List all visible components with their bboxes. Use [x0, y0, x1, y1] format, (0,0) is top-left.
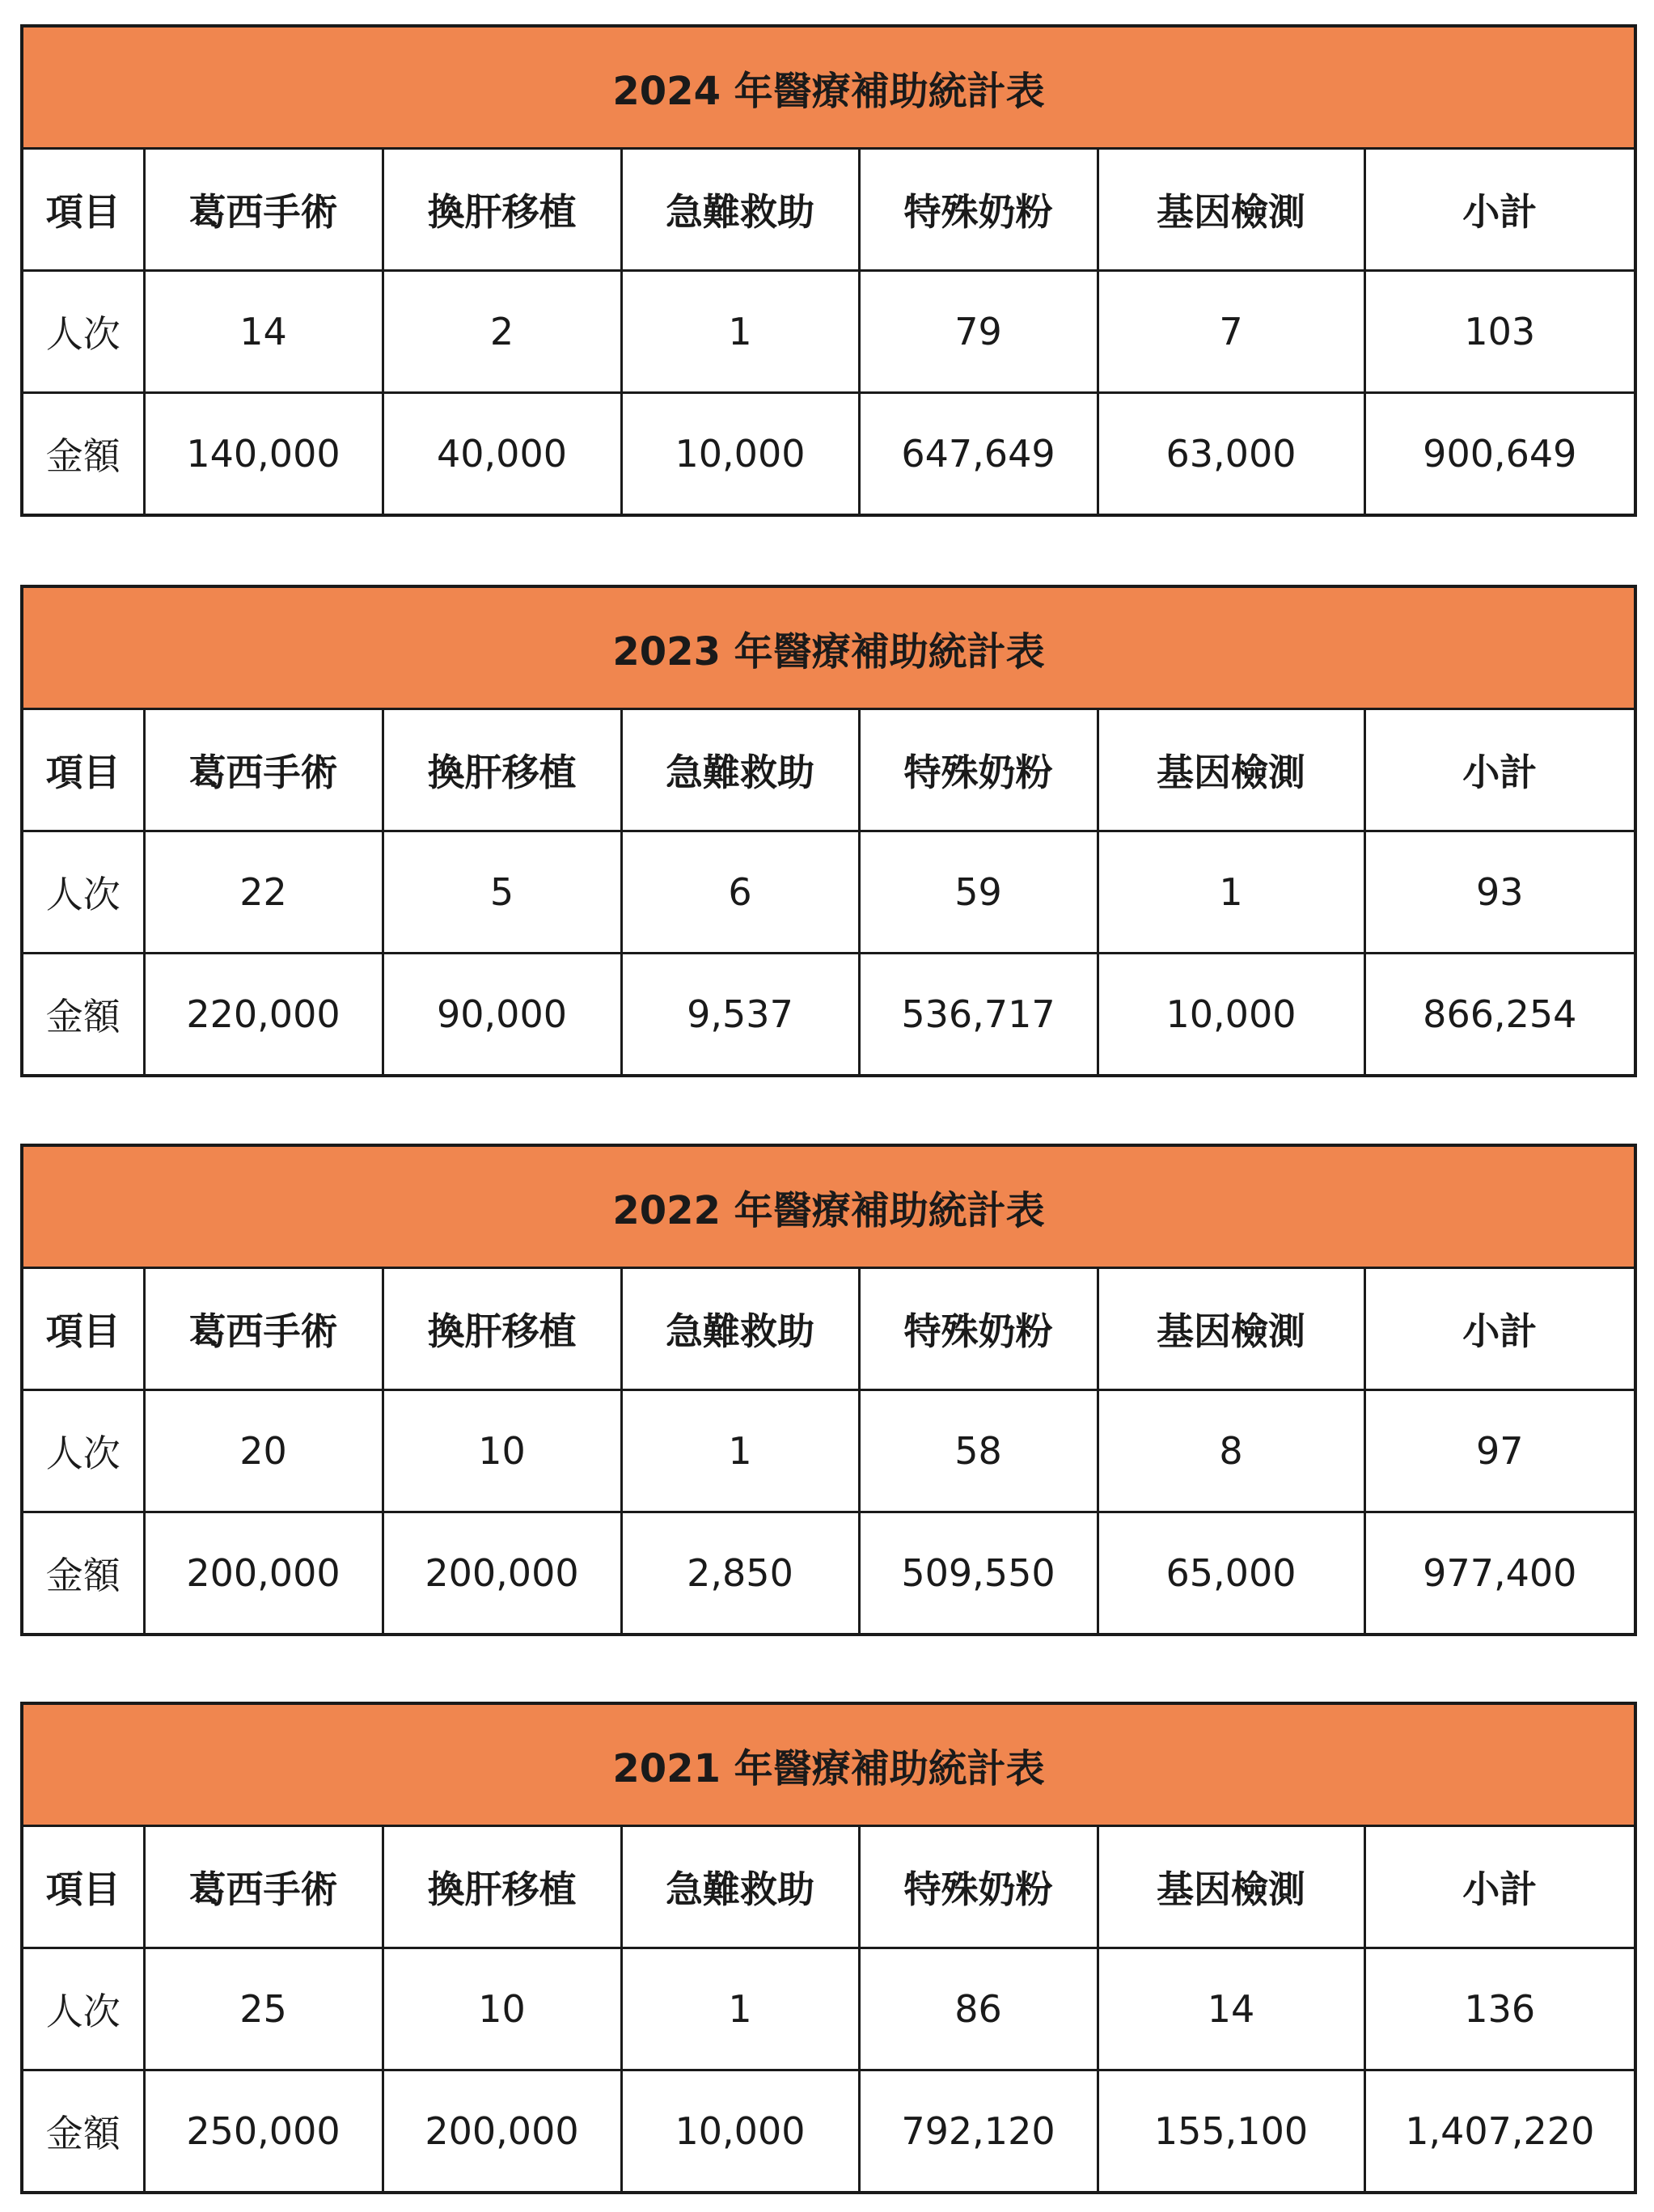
header-cell-item: 項目 [22, 149, 144, 271]
table-cell: 1 [621, 1948, 859, 2070]
table-cell: 93 [1364, 831, 1635, 954]
table-cell: 10,000 [621, 2070, 859, 2193]
header-cell-liver-transplant: 換肝移植 [383, 709, 621, 831]
table-cell: 140,000 [144, 393, 383, 516]
table-cell: 220,000 [144, 954, 383, 1076]
header-cell-emergency-aid: 急難救助 [621, 709, 859, 831]
table-row-count [22, 831, 1635, 954]
stats-table-2021 [20, 1702, 1637, 2194]
table-cell: 647,649 [859, 393, 1098, 516]
table-title-row [22, 1703, 1635, 1826]
table-cell: 1 [621, 1390, 859, 1512]
header-cell-item: 項目 [22, 709, 144, 831]
table-cell: 8 [1098, 1390, 1364, 1512]
stats-table-2024 [20, 24, 1637, 517]
table-row-amount [22, 1512, 1635, 1635]
header-cell-genetic-testing: 基因檢測 [1098, 1826, 1364, 1948]
header-cell-genetic-testing: 基因檢測 [1098, 149, 1364, 271]
table-title-row [22, 26, 1635, 149]
table-row-count [22, 1948, 1635, 2070]
table-cell: 103 [1364, 271, 1635, 393]
header-cell-subtotal: 小計 [1364, 1826, 1635, 1948]
table-cell: 1 [621, 271, 859, 393]
table-cell: 10,000 [1098, 954, 1364, 1076]
table-cell: 14 [1098, 1948, 1364, 2070]
table-cell: 792,120 [859, 2070, 1098, 2193]
header-cell-special-formula: 特殊奶粉 [859, 1268, 1098, 1390]
table-header-row [22, 709, 1635, 831]
table-cell: 58 [859, 1390, 1098, 1512]
header-cell-liver-transplant: 換肝移植 [383, 1268, 621, 1390]
table-title: 2022 年醫療補助統計表 [22, 1145, 1635, 1268]
header-cell-liver-transplant: 換肝移植 [383, 149, 621, 271]
table-cell: 7 [1098, 271, 1364, 393]
row-label: 人次 [22, 831, 144, 954]
table-cell: 1,407,220 [1364, 2070, 1635, 2193]
table-cell: 1 [1098, 831, 1364, 954]
table-cell: 10,000 [621, 393, 859, 516]
table-title: 2021 年醫療補助統計表 [22, 1703, 1635, 1826]
table-cell: 63,000 [1098, 393, 1364, 516]
table-cell: 20 [144, 1390, 383, 1512]
table-cell: 155,100 [1098, 2070, 1364, 2193]
header-cell-genetic-testing: 基因檢測 [1098, 709, 1364, 831]
table-cell: 25 [144, 1948, 383, 2070]
table-title: 2023 年醫療補助統計表 [22, 586, 1635, 709]
table-cell: 59 [859, 831, 1098, 954]
table-cell: 86 [859, 1948, 1098, 2070]
table-header-row [22, 1268, 1635, 1390]
table-cell: 6 [621, 831, 859, 954]
table-cell: 90,000 [383, 954, 621, 1076]
table-cell: 536,717 [859, 954, 1098, 1076]
header-cell-emergency-aid: 急難救助 [621, 1268, 859, 1390]
table-header-row [22, 149, 1635, 271]
table-cell: 5 [383, 831, 621, 954]
table-cell: 40,000 [383, 393, 621, 516]
header-cell-special-formula: 特殊奶粉 [859, 709, 1098, 831]
row-label: 金額 [22, 954, 144, 1076]
table-header-row [22, 1826, 1635, 1948]
table-title: 2024 年醫療補助統計表 [22, 26, 1635, 149]
header-cell-liver-transplant: 換肝移植 [383, 1826, 621, 1948]
table-cell: 65,000 [1098, 1512, 1364, 1635]
table-title-row [22, 1145, 1635, 1268]
table-cell: 10 [383, 1948, 621, 2070]
table-cell: 9,537 [621, 954, 859, 1076]
table-cell: 977,400 [1364, 1512, 1635, 1635]
table-cell: 200,000 [144, 1512, 383, 1635]
table-cell: 866,254 [1364, 954, 1635, 1076]
table-cell: 900,649 [1364, 393, 1635, 516]
table-cell: 14 [144, 271, 383, 393]
table-row-count [22, 1390, 1635, 1512]
header-cell-emergency-aid: 急難救助 [621, 1826, 859, 1948]
row-label: 人次 [22, 271, 144, 393]
table-cell: 79 [859, 271, 1098, 393]
table-cell: 200,000 [383, 1512, 621, 1635]
header-cell-special-formula: 特殊奶粉 [859, 1826, 1098, 1948]
table-cell: 10 [383, 1390, 621, 1512]
header-cell-kasai-surgery: 葛西手術 [144, 1826, 383, 1948]
table-cell: 2 [383, 271, 621, 393]
header-cell-subtotal: 小計 [1364, 1268, 1635, 1390]
header-cell-kasai-surgery: 葛西手術 [144, 1268, 383, 1390]
header-cell-kasai-surgery: 葛西手術 [144, 709, 383, 831]
table-title-row [22, 586, 1635, 709]
row-label: 金額 [22, 1512, 144, 1635]
header-cell-item: 項目 [22, 1268, 144, 1390]
row-label: 金額 [22, 2070, 144, 2193]
table-cell: 2,850 [621, 1512, 859, 1635]
table-row-amount [22, 2070, 1635, 2193]
stats-table-2022 [20, 1144, 1637, 1636]
table-row-amount [22, 393, 1635, 516]
table-row-count [22, 271, 1635, 393]
header-cell-subtotal: 小計 [1364, 149, 1635, 271]
header-cell-special-formula: 特殊奶粉 [859, 149, 1098, 271]
header-cell-emergency-aid: 急難救助 [621, 149, 859, 271]
row-label: 人次 [22, 1390, 144, 1512]
table-cell: 200,000 [383, 2070, 621, 2193]
table-cell: 22 [144, 831, 383, 954]
table-cell: 509,550 [859, 1512, 1098, 1635]
row-label: 人次 [22, 1948, 144, 2070]
table-row-amount [22, 954, 1635, 1076]
table-cell: 136 [1364, 1948, 1635, 2070]
table-cell: 250,000 [144, 2070, 383, 2193]
header-cell-kasai-surgery: 葛西手術 [144, 149, 383, 271]
row-label: 金額 [22, 393, 144, 516]
header-cell-subtotal: 小計 [1364, 709, 1635, 831]
header-cell-genetic-testing: 基因檢測 [1098, 1268, 1364, 1390]
table-cell: 97 [1364, 1390, 1635, 1512]
header-cell-item: 項目 [22, 1826, 144, 1948]
stats-table-2023 [20, 585, 1637, 1077]
